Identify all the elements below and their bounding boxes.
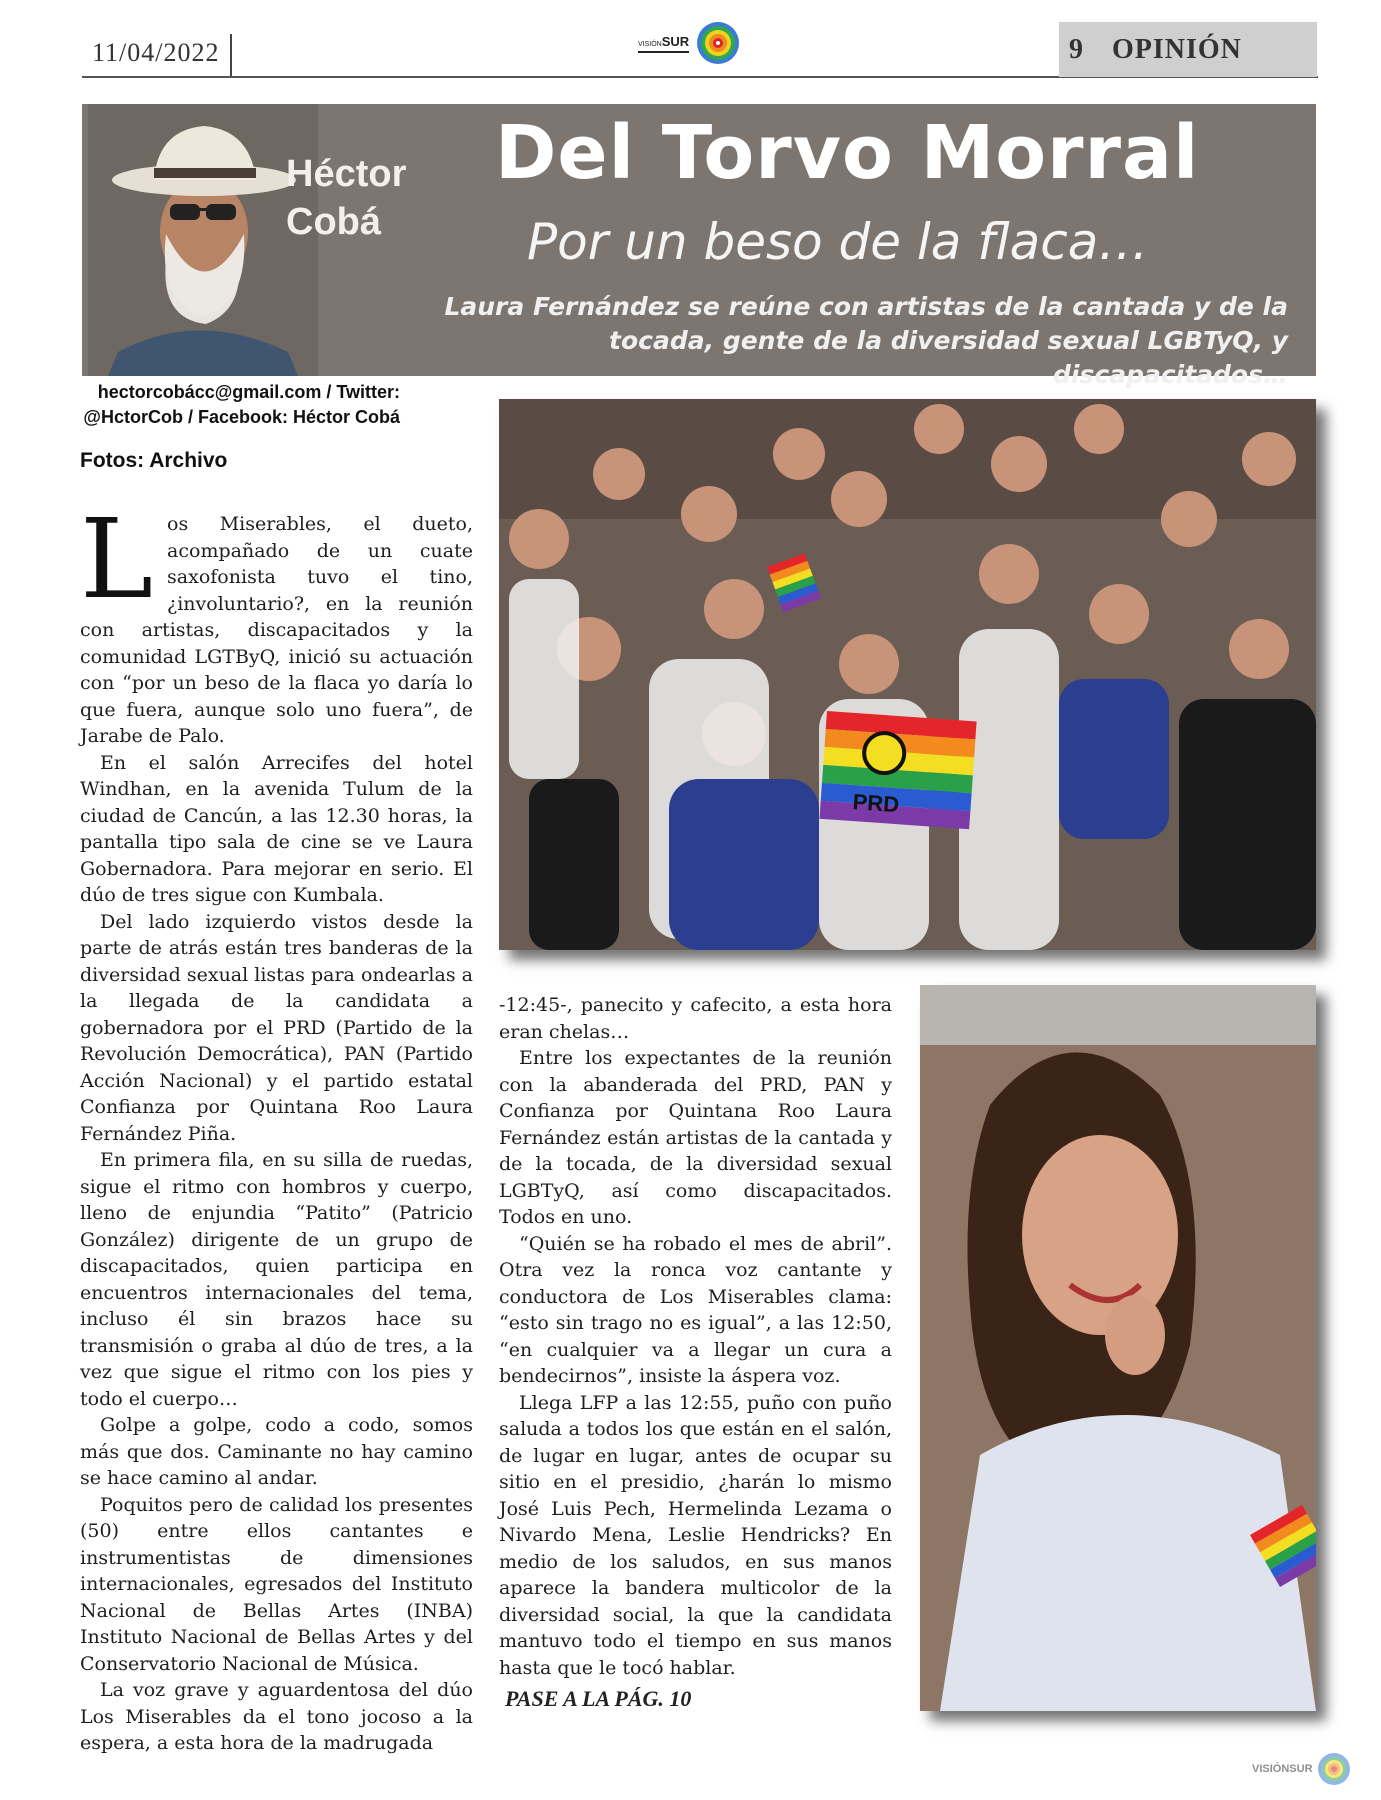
paragraph: Llega LFP a las 12:55, puño con puño saluda a todos los que están en el salón, de lugar en lugar, antes de ocupar su sitio en el presidio, ¿harán lo mismo José Luis Pech, Hermelinda Lezama o Nivardo Mena, Leslie Hendricks? En medio de los saludos, en sus manos aparece la bandera multicolor de la diversidad social, la que la candidata mantuvo todo el tiempo en sus manos hasta que le tocó hablar. [499, 1391, 892, 1679]
paragraph: Del lado izquierdo vistos desde la parte de atrás están tres banderas de la diversidad sexual listas para ondearlas a la llegada de la candidata a gobernadora por el PRD (Partido de la Revolución Democrática), PAN (Partido Acción Nacional) y el partido estatal Confianza por Quintana Roo Laura Fernández Piña. [80, 910, 473, 1145]
paragraph: os Miserables, el dueto, acompañado de un cuate saxofonista tuvo el tino, ¿involuntario?, en la reunión con artistas, discapacitados y la comunidad LGTByQ, inició su actuación con “por un beso de la flaca yo daría lo que fuera, aunque solo uno fuera”, de Jarabe de Palo. [80, 513, 473, 747]
footer-logo-text: VISIÓNSUR [1252, 1763, 1313, 1775]
candidate-photo [920, 985, 1316, 1711]
article-headline: Por un beso de la flaca… [527, 213, 1149, 271]
column-title: Del Torvo Morral [495, 110, 1200, 196]
paragraph: Golpe a golpe, codo a codo, somos más que dos. Caminante no hay camino se hace camino al andar. [80, 1414, 473, 1489]
masthead-logo[interactable] [638, 20, 741, 66]
photo-credit: Fotos: Archivo [80, 449, 228, 472]
footer-rainbow-icon [1317, 1752, 1351, 1786]
paragraph: Entre los expectantes de la reunión con la abanderada del PRD, PAN y Confianza por Quintana Roo Laura Fernández están artistas de la cantada y de la tocada, de la diversidad sexual LGBTyQ, así como discapacitados. Todos en uno. [499, 1047, 892, 1228]
candidate-photo-art [920, 985, 1316, 1711]
group-photo [499, 399, 1316, 950]
author-contact[interactable]: hectorcobácc@gmail.com / Twitter: @HctorCob / Facebook: Héctor Cobá [83, 382, 400, 427]
paragraph: -12:45-, panecito y cafecito, a esta hora eran chelas… [499, 994, 892, 1043]
paragraph: “Quién se ha robado el mes de abril”. Otra vez la ronca voz cantante y conductora de Los Miserables clama: “esto sin trago no es igual”, a las 12:50, “en cualquier va a llegar un cura a bendecirnos”, insiste la áspera voz. [499, 1232, 892, 1387]
divider [230, 34, 232, 76]
author-name: Héctor Cobá [286, 153, 407, 243]
article-column-2 [499, 992, 892, 1681]
issue-date: 11/04/2022 [92, 38, 220, 67]
article-column-1 [80, 495, 473, 1757]
flag-text: PRD [851, 789, 900, 818]
logo-text: VISIÓNSUR [638, 34, 689, 53]
article-lede: Laura Fernández se reúne con artistas de la cantada y de la tocada, gente de la diversidad sexual LGBTyQ, y discapacitados… [444, 292, 1288, 389]
continue-jump[interactable]: PASE A LA PÁG. 10 [505, 1686, 692, 1711]
section-label [1059, 22, 1317, 77]
logo-rainbow-icon [695, 20, 741, 66]
paragraph: En el salón Arrecifes del hotel Windhan, en la avenida Tulum de la ciudad de Cancún, a las 12.30 horas, la pantalla tipo sala de cine se ve Laura Gobernadora. Para mejorar en serio. El dúo de tres sigue con Kumbala. [80, 751, 473, 906]
page-number: 9 [1069, 33, 1084, 65]
paragraph: Poquitos pero de calidad los presentes (50) entre ellos cantantes e instrumentistas de dimensiones internacionales, egresados del Instituto Nacional de Bellas Artes (INBA) Instituto Nacional de Bellas Artes y del Conservatorio Nacional de Música. [80, 1493, 473, 1675]
paragraph: En primera fila, en su silla de ruedas, sigue el ritmo con hombros y cuerpo, lleno de enjundia “Patito” (Patricio González) dirigente de un grupo de discapacitados, quien participa en encuentros internacionales del tema, incluso él sin brazos hace su transmisión o graba al dúo de tres, a la vez que sigue el ritmo con los pies y todo el cuerpo… [80, 1149, 473, 1410]
author-portrait [88, 104, 318, 376]
footer-logo [1252, 1752, 1351, 1786]
paragraph: La voz grave y aguardentosa del dúo Los Miserables da el tono jocoso a la espera, a esta hora de la madrugada [80, 1679, 473, 1754]
group-photo-art [499, 399, 1316, 950]
drop-cap: L [80, 495, 154, 623]
section-name: OPINIÓN [1112, 33, 1242, 65]
